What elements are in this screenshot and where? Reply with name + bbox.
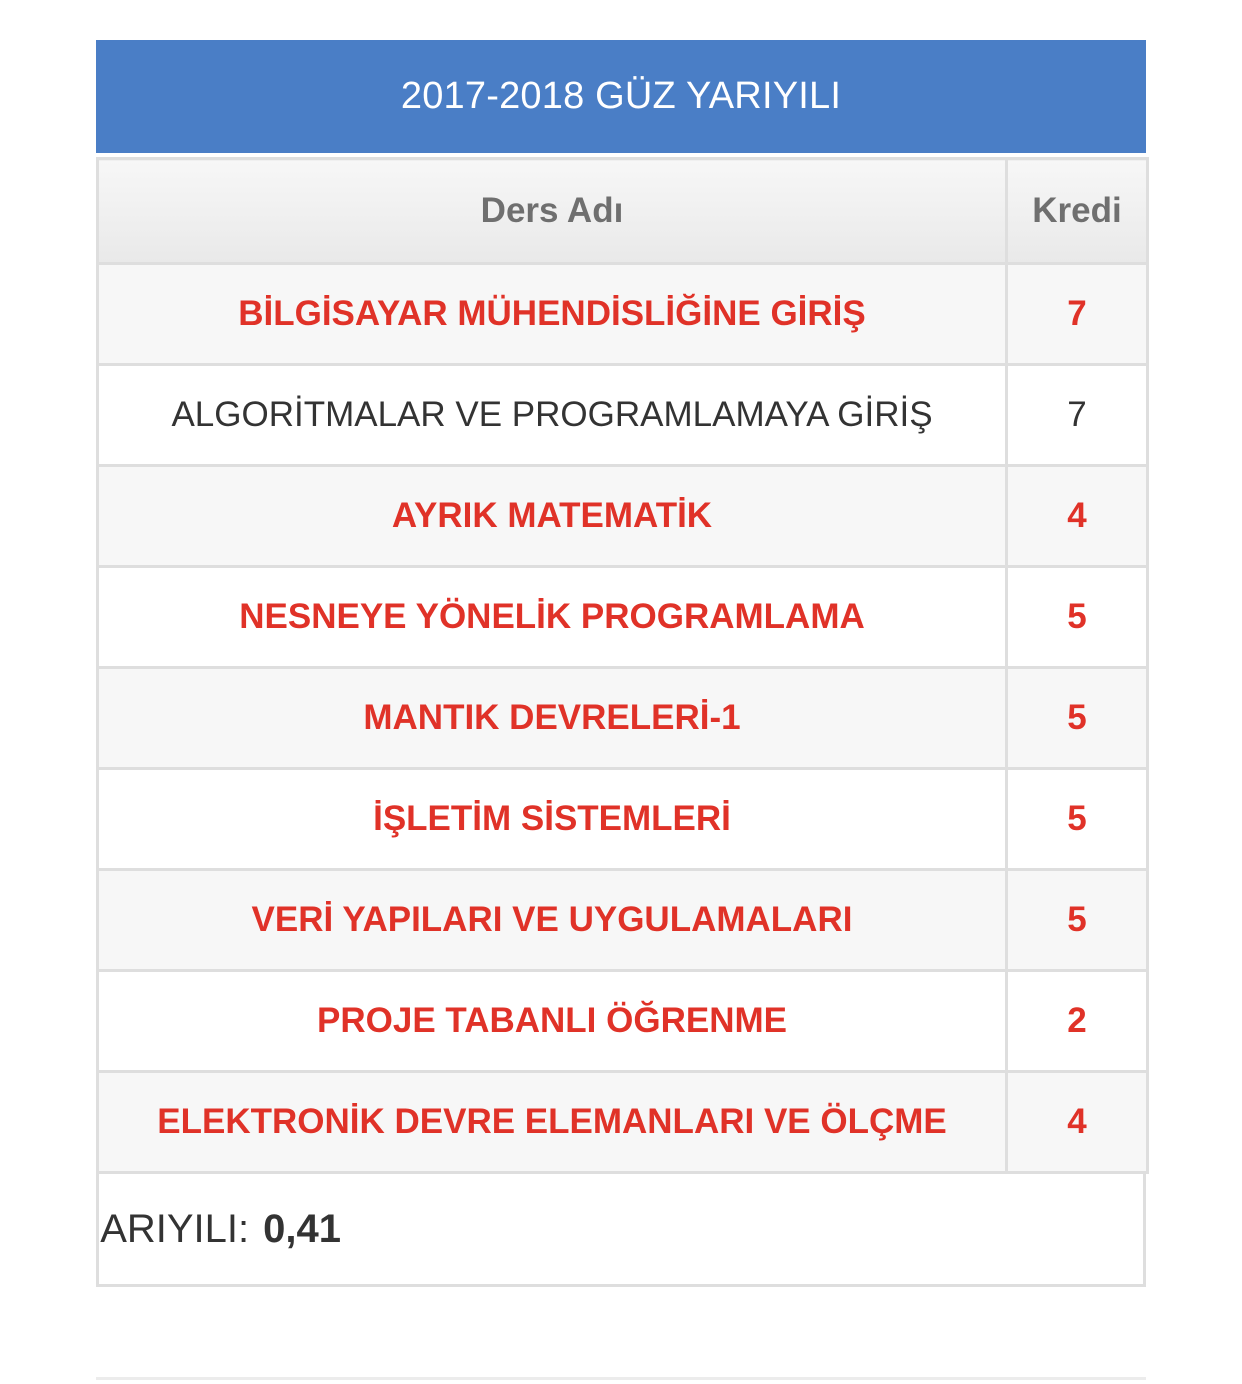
table-row	[98, 466, 1148, 567]
table-header-row	[98, 159, 1148, 264]
semester-title: 2017-2018 GÜZ YARIYILI	[96, 40, 1146, 153]
course-name: VERİ YAPILARI VE UYGULAMALARI	[98, 870, 1007, 971]
column-header-credit: Kredi	[1007, 159, 1148, 264]
course-name: AYRIK MATEMATİK	[98, 466, 1007, 567]
course-credit: 2	[1007, 971, 1148, 1072]
table-row	[98, 567, 1148, 668]
table-row	[98, 365, 1148, 466]
course-credit: 4	[1007, 466, 1148, 567]
column-header-course-name: Ders Adı	[98, 159, 1007, 264]
summary-label: ARIYILI:	[100, 1206, 250, 1251]
course-credit: 5	[1007, 870, 1148, 971]
course-credit: 4	[1007, 1072, 1148, 1173]
table-row	[98, 769, 1148, 870]
semester-summary	[96, 1174, 1146, 1287]
course-name: İŞLETİM SİSTEMLERİ	[98, 769, 1007, 870]
course-credit: 7	[1007, 264, 1148, 365]
bottom-divider	[96, 1377, 1146, 1380]
course-name: NESNEYE YÖNELİK PROGRAMLAMA	[98, 567, 1007, 668]
table-row	[98, 264, 1148, 365]
table-row	[98, 971, 1148, 1072]
semester-panel	[96, 40, 1146, 1287]
course-credit: 7	[1007, 365, 1148, 466]
course-name: ELEKTRONİK DEVRE ELEMANLARI VE ÖLÇME	[98, 1072, 1007, 1173]
course-name: ALGORİTMALAR VE PROGRAMLAMAYA GİRİŞ	[98, 365, 1007, 466]
courses-table	[96, 157, 1149, 1174]
table-row	[98, 870, 1148, 971]
course-name: BİLGİSAYAR MÜHENDİSLİĞİNE GİRİŞ	[98, 264, 1007, 365]
course-name: MANTIK DEVRELERİ-1	[98, 668, 1007, 769]
course-name: PROJE TABANLI ÖĞRENME	[98, 971, 1007, 1072]
course-credit: 5	[1007, 769, 1148, 870]
summary-text	[100, 1174, 341, 1284]
table-row	[98, 668, 1148, 769]
course-credit: 5	[1007, 567, 1148, 668]
course-credit: 5	[1007, 668, 1148, 769]
table-row	[98, 1072, 1148, 1173]
summary-value: 0,41	[263, 1206, 341, 1251]
